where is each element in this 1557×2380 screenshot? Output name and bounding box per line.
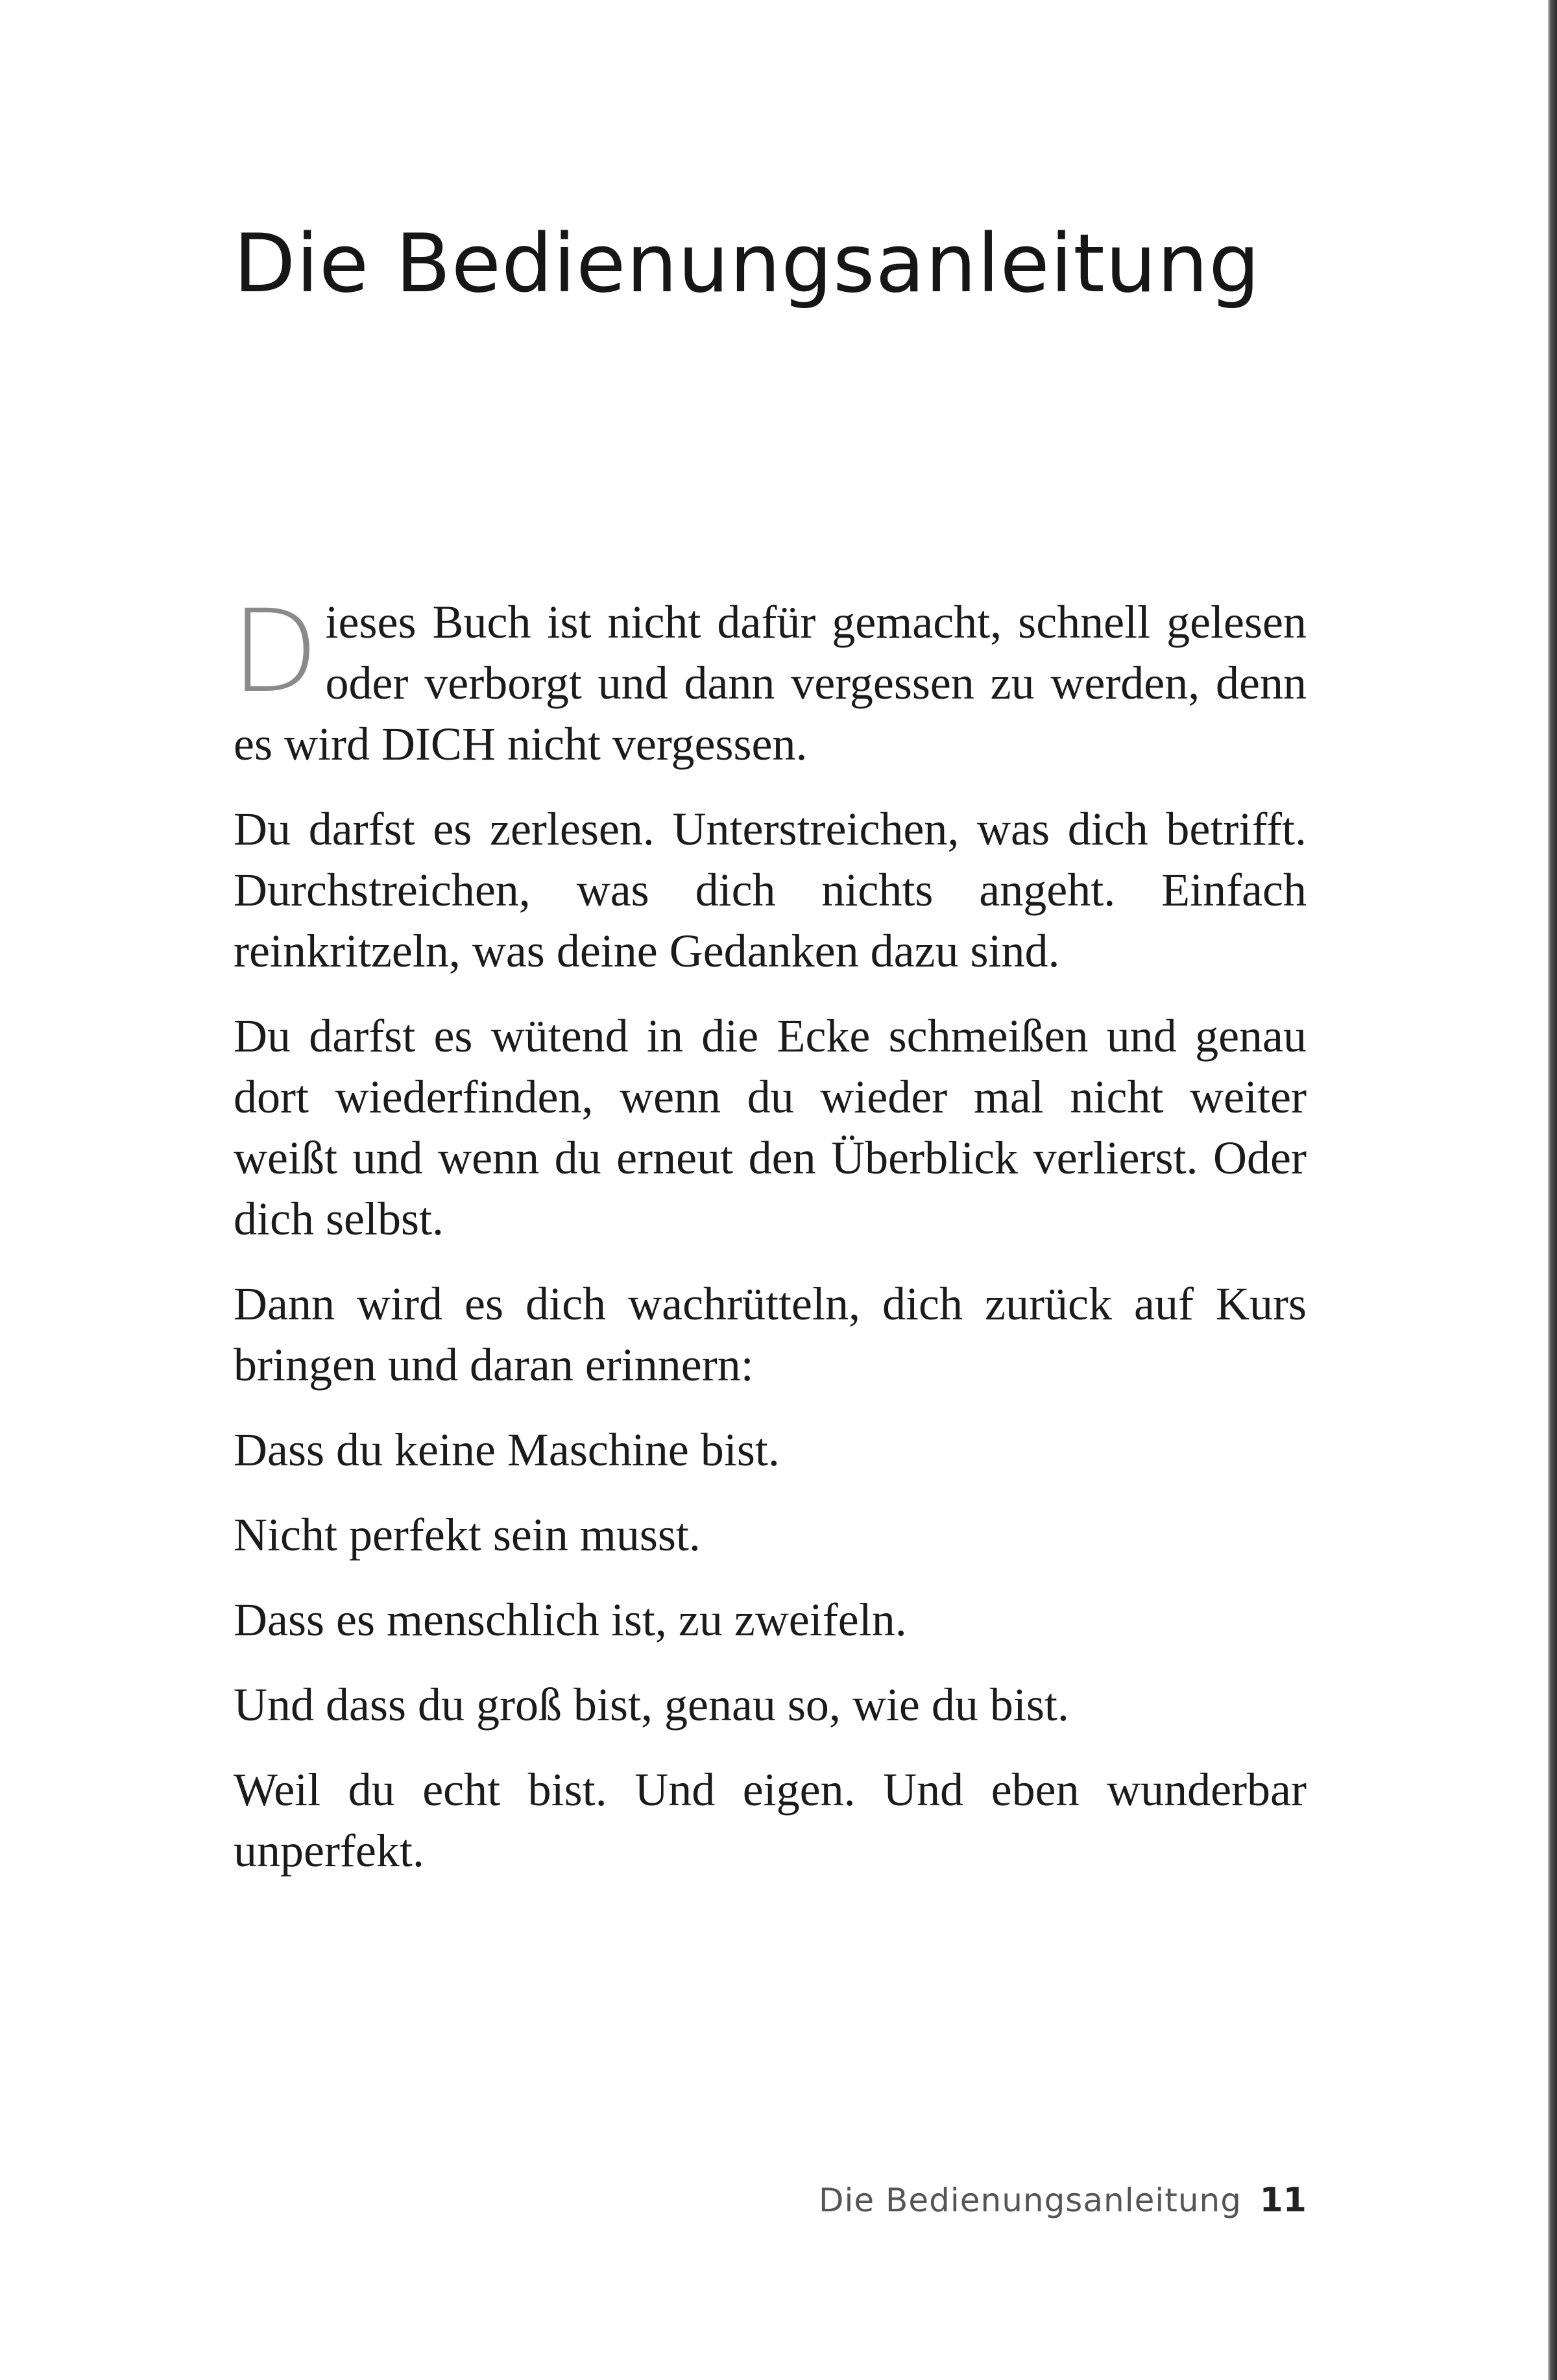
paragraph-5: Dass du keine Maschine bist. xyxy=(234,1424,780,1476)
paragraph-6: Nicht perfekt sein musst. xyxy=(234,1509,701,1561)
paragraph-2: Du darfst es zerlesen. Unterstreichen, was dich betrifft. Durchstreichen, was dich nichts angeht. Einfach reinkritzeln, was deine Gedanken dazu sind. xyxy=(234,803,1307,977)
paragraph-9: Weil du echt bist. Und eigen. Und eben wunderbar unperfekt. xyxy=(234,1764,1307,1877)
page-footer xyxy=(819,2178,1307,2223)
paragraph-1 xyxy=(231,585,1307,775)
paragraph-7: Dass es menschlich ist, zu zweifeln. xyxy=(234,1594,907,1646)
page-number: 11 xyxy=(1259,2181,1307,2220)
chapter-title: Die Bedienungsanleitung xyxy=(234,217,1261,311)
page-edge-shadow xyxy=(1548,0,1557,2380)
drop-cap: D xyxy=(231,585,319,718)
paragraph-3: Du darfst es wütend in die Ecke schmeißen und genau dort wiederfinden, wenn du wieder mal nicht weiter weißt und wenn du erneut den Überblick verlierst. Oder dich selbst. xyxy=(234,1010,1307,1245)
body-text xyxy=(231,585,1307,1905)
running-head: Die Bedienungsanleitung xyxy=(819,2182,1242,2219)
paragraph-4: Dann wird es dich wachrütteln, dich zurück auf Kurs bringen und daran erinnern: xyxy=(234,1278,1307,1391)
paragraph-1-text: ieses Buch ist nicht dafür gemacht, schnell gelesen oder verborgt und dann vergessen zu werden, denn es wird DICH nicht vergessen. xyxy=(234,596,1307,770)
paragraph-8: Und dass du groß bist, genau so, wie du bist. xyxy=(234,1679,1069,1731)
